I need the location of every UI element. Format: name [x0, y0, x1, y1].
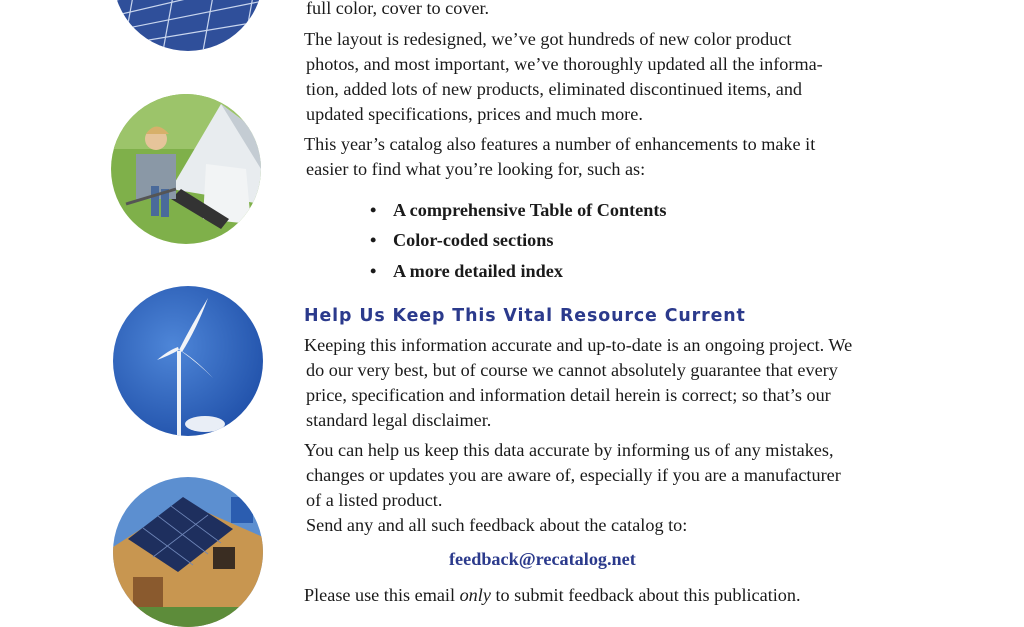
paragraph-4-line-1: You can help us keep this data accurate by informing us of any mistakes,	[304, 440, 834, 460]
paragraph-4-line-4: Send any and all such feedback about the catalog to:	[306, 515, 688, 535]
section-heading: Help Us Keep This Vital Resource Current	[304, 306, 746, 326]
solar-panel-photo	[113, 0, 263, 51]
feedback-email-link[interactable]: feedback@recatalog.net	[449, 549, 636, 569]
bullet-text: A comprehensive Table of Contents	[393, 200, 667, 220]
footer-note-emphasis: only	[459, 585, 491, 605]
paragraph-2-line-2: easier to find what you’re looking for, such as:	[306, 159, 646, 179]
paragraph-4-line-2: changes or updates you are aware of, especially if you are a manufacturer	[306, 465, 841, 485]
bullet-item	[370, 228, 553, 253]
bullet-symbol: •	[370, 200, 377, 220]
footer-note-before: Please use this email	[304, 585, 460, 605]
woman-with-flexible-solar-panel-photo	[111, 94, 261, 244]
paragraph-3-line-1: Keeping this information accurate and up-to-date is an ongoing project. We	[304, 335, 853, 355]
house-with-solar-roof-photo	[113, 477, 263, 627]
bullet-item	[370, 259, 563, 284]
paragraph-1-line-1: The layout is redesigned, we’ve got hundreds of new color product	[304, 29, 792, 49]
paragraph-4-line-3: of a listed product.	[306, 490, 443, 510]
paragraph-1-line-4: updated specifications, prices and much more.	[306, 104, 643, 124]
bullet-text: Color-coded sections	[393, 230, 554, 250]
paragraph-1-line-2: photos, and most important, we’ve thoroughly updated all the informa-	[306, 54, 823, 74]
paragraph-3-line-3: price, specification and information detail herein is correct; so that’s our	[306, 385, 831, 405]
intro-line: full color, cover to cover.	[306, 0, 490, 18]
bullet-symbol: •	[370, 230, 377, 250]
paragraph-3-line-4: standard legal disclaimer.	[306, 410, 492, 430]
bullet-item	[370, 198, 667, 223]
paragraph-3-line-2: do our very best, but of course we cannot absolutely guarantee that every	[306, 360, 838, 380]
paragraph-2-line-1: This year’s catalog also features a number of enhancements to make it	[304, 134, 816, 154]
footer-note-after: to submit feedback about this publication.	[490, 585, 801, 605]
bullet-symbol: •	[370, 261, 377, 281]
wind-turbine-photo	[113, 286, 263, 436]
bullet-text: A more detailed index	[393, 261, 563, 281]
paragraph-1-line-3: tion, added lots of new products, eliminated discontinued items, and	[306, 79, 803, 99]
footer-note	[304, 583, 801, 608]
